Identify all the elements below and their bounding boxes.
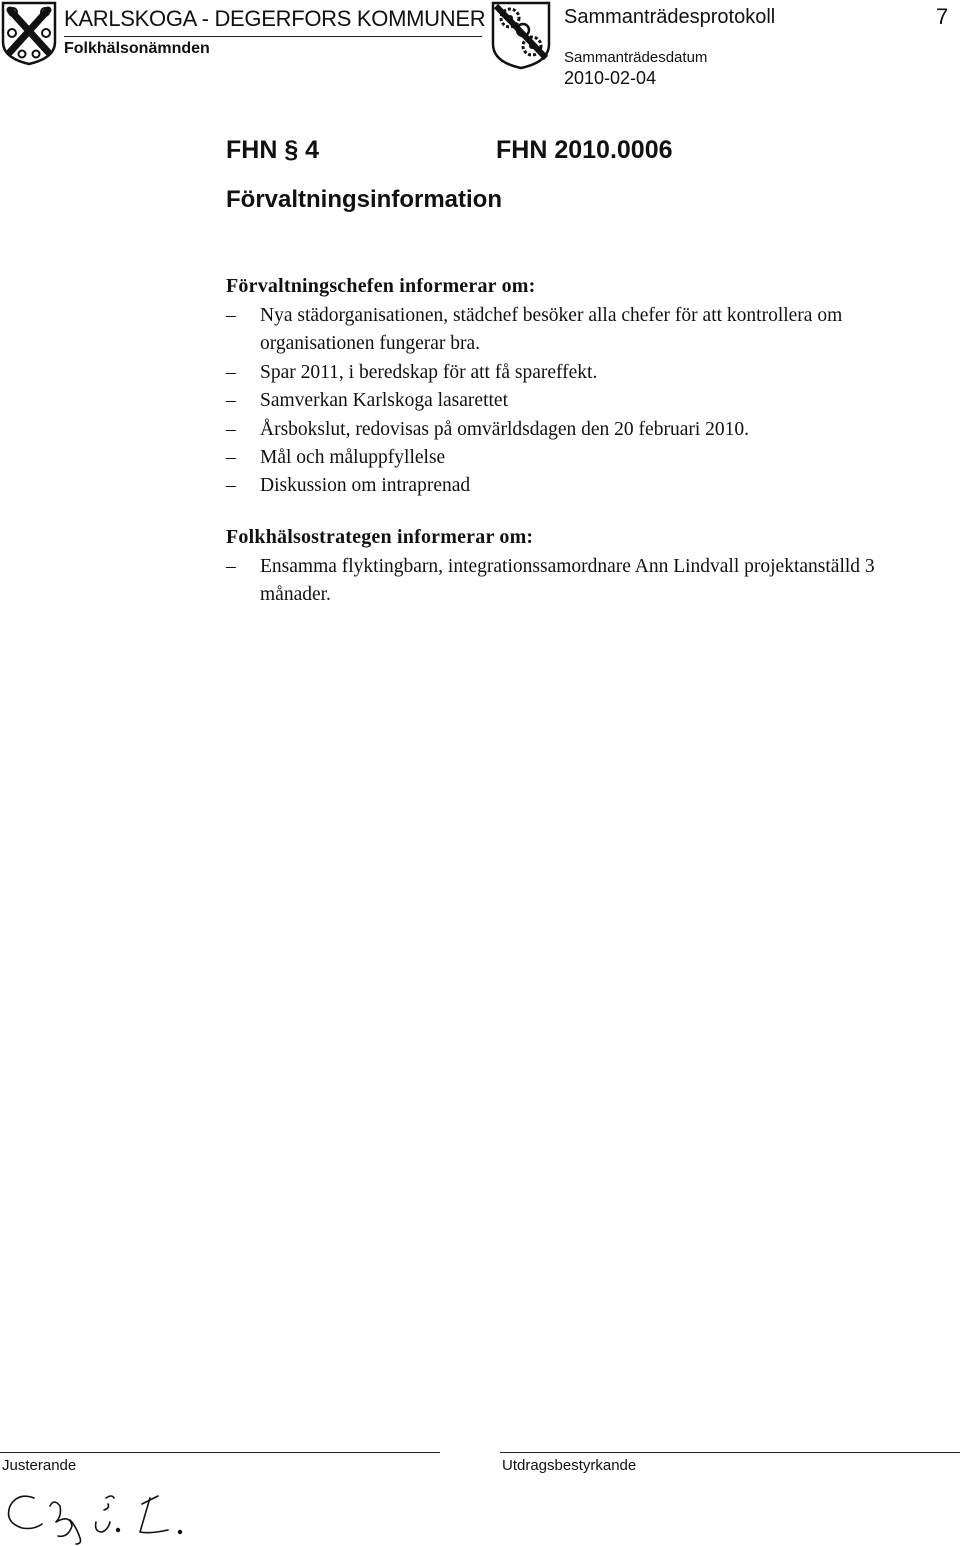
coat-of-arms-gear-icon bbox=[490, 0, 552, 70]
list-item-text: Årsbokslut, redovisas på omvärldsdagen den 20 februari 2010. bbox=[260, 418, 750, 440]
list-item-text: Nya städorganisationen, städchef besöker alla chefer för att kontrollera om organisationen fungerar bra. bbox=[260, 305, 843, 355]
list-item bbox=[226, 302, 936, 359]
coat-of-arms-icon bbox=[0, 0, 58, 66]
certification-label: Utdragsbestyrkande bbox=[502, 1457, 637, 1474]
list-dash: – bbox=[226, 305, 236, 326]
handwritten-signature bbox=[0, 1476, 230, 1546]
section-title: Förvaltningsinformation bbox=[226, 186, 502, 213]
list-dash: – bbox=[226, 475, 236, 497]
committee-name: Folkhälsonämnden bbox=[64, 40, 210, 57]
information-list bbox=[226, 302, 936, 501]
list-item-text: Ensamma flyktingbarn, integrationssamordnare Ann Lindvall projektanställd 3 månader. bbox=[260, 556, 875, 606]
list-item bbox=[226, 472, 936, 500]
meeting-date-value: 2010-02-04 bbox=[564, 68, 657, 88]
adjuster-label: Justerande bbox=[2, 1457, 77, 1474]
list-item bbox=[226, 553, 936, 610]
case-reference: FHN 2010.0006 bbox=[496, 136, 673, 164]
document-type: Sammanträdesprotokoll bbox=[564, 6, 776, 28]
section-reference: FHN § 4 bbox=[226, 136, 320, 164]
list-item-text: Samverkan Karlskoga lasarettet bbox=[260, 390, 508, 412]
list-item bbox=[226, 359, 936, 387]
list-dash: – bbox=[226, 361, 236, 383]
footer-rule bbox=[500, 1452, 960, 1453]
meeting-date-label: Sammanträdesdatum bbox=[564, 49, 708, 66]
list-item-text: Mål och måluppfyllelse bbox=[260, 447, 446, 469]
footer-rule bbox=[0, 1452, 440, 1453]
list-item-text: Spar 2011, i beredskap för att få spareffekt. bbox=[260, 361, 598, 383]
list-dash: – bbox=[226, 556, 236, 577]
header-rule bbox=[64, 36, 482, 37]
section-heading: Förvaltningschefen informerar om: bbox=[226, 275, 536, 297]
list-item-text: Diskussion om intraprenad bbox=[260, 475, 471, 497]
municipality-name: KARLSKOGA - DEGERFORS KOMMUNER bbox=[64, 6, 486, 31]
list-item bbox=[226, 416, 936, 444]
list-item bbox=[226, 444, 936, 472]
section-heading: Folkhälsostrategen informerar om: bbox=[226, 526, 534, 548]
list-item bbox=[226, 387, 936, 415]
list-dash: – bbox=[226, 390, 236, 412]
page-number: 7 bbox=[936, 4, 949, 29]
information-list bbox=[226, 553, 936, 610]
list-dash: – bbox=[226, 418, 236, 440]
list-dash: – bbox=[226, 447, 236, 469]
